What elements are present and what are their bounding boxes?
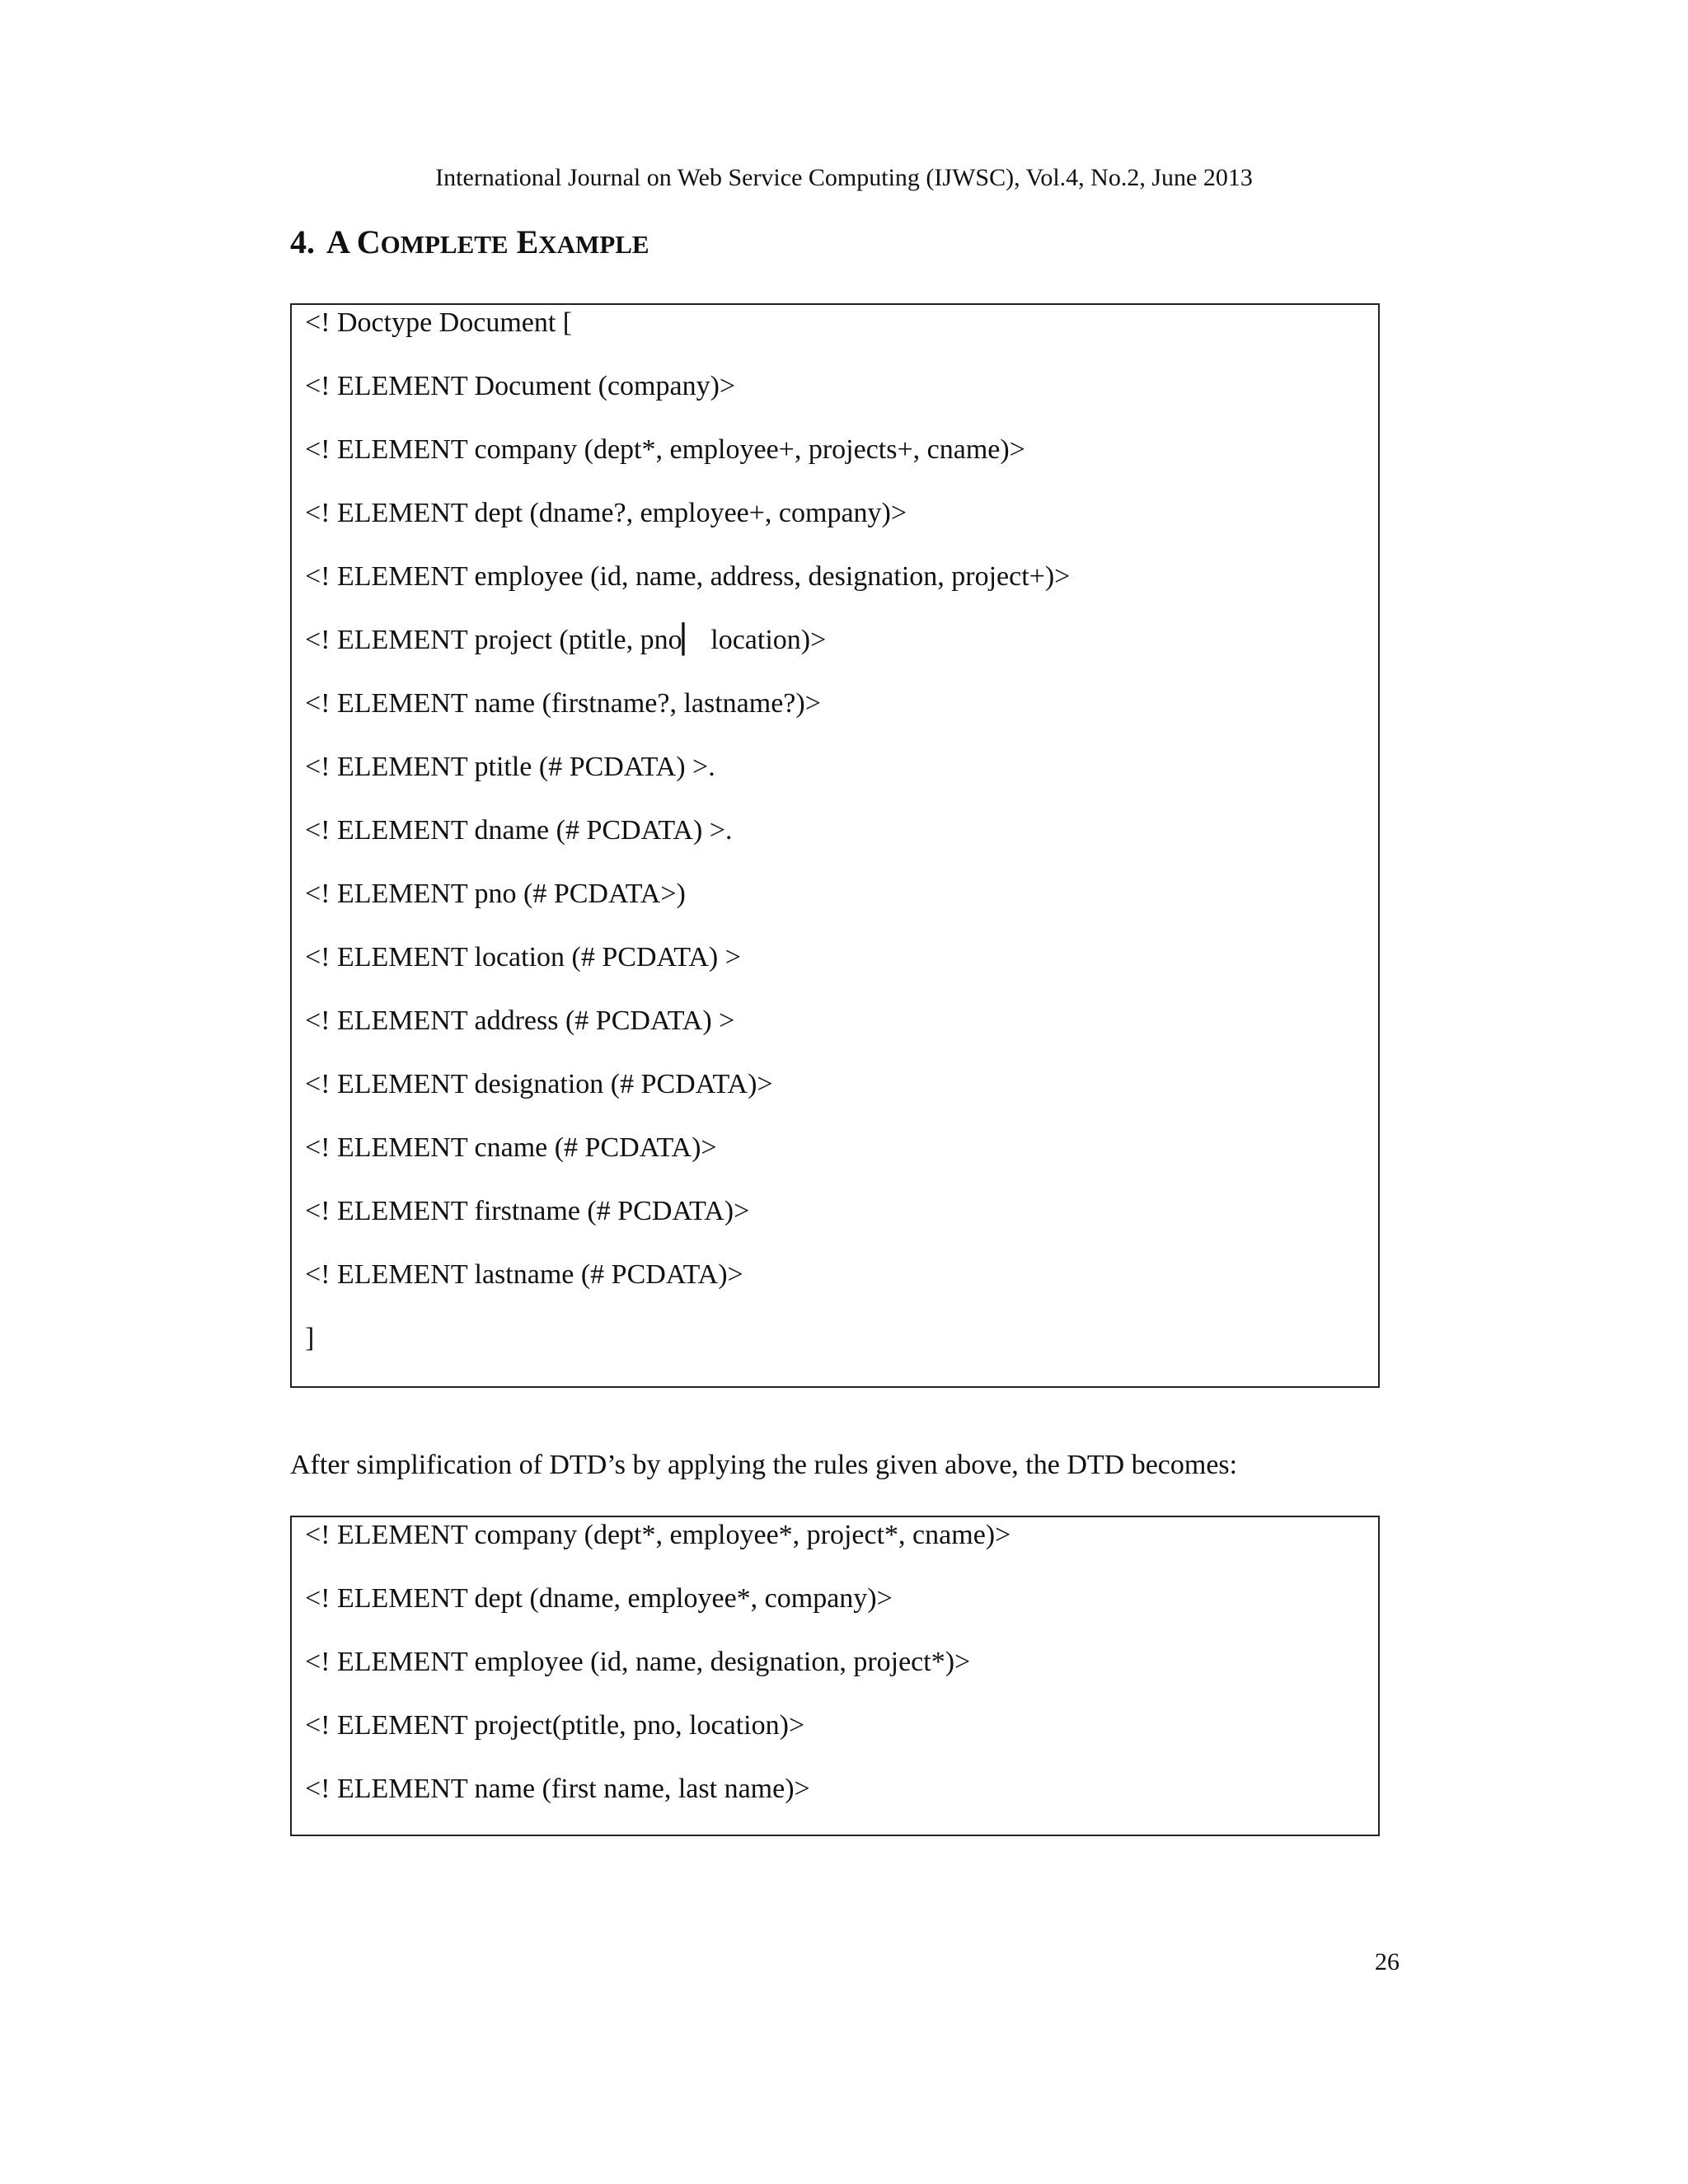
dtd-line: <! ELEMENT location (# PCDATA) >: [305, 942, 741, 972]
dtd-line: <! ELEMENT Document (company)>: [305, 371, 736, 401]
running-header: International Journal on Web Service Computing (IJWSC), Vol.4, No.2, June 2013: [435, 164, 1253, 191]
dtd-line: <! ELEMENT firstname (# PCDATA)>: [305, 1196, 750, 1226]
dtd-line: <! ELEMENT dept (dname, employee*, company)>: [305, 1583, 893, 1614]
dtd-line: <! ELEMENT company (dept*, employee+, projects+, cname)>: [305, 434, 1025, 465]
dtd-line: <! ELEMENT dname (# PCDATA) >.: [305, 815, 733, 846]
dtd-line: <! ELEMENT ptitle (# PCDATA) >.: [305, 752, 715, 782]
dtd-line: <! ELEMENT name (first name, last name)>: [305, 1774, 810, 1804]
section-title: A COMPLETE EXAMPLE: [326, 223, 649, 260]
dtd-line: <! ELEMENT employee (id, name, address, designation, project+)>: [305, 561, 1071, 592]
dtd-line: <! ELEMENT lastname (# PCDATA)>: [305, 1259, 743, 1290]
dtd-line: <! ELEMENT designation (# PCDATA)>: [305, 1069, 773, 1099]
dtd-line: ]: [305, 1323, 315, 1353]
dtd-line: <! ELEMENT dept (dname?, employee+, company)>: [305, 498, 907, 528]
page-number: 26: [1375, 1948, 1400, 1975]
dtd-line: <! Doctype Document [: [305, 307, 573, 338]
dtd-line: <! ELEMENT pno (# PCDATA>): [305, 879, 686, 909]
section-heading: [290, 223, 649, 265]
dtd-line: <! ELEMENT employee (id, name, designation, project*)>: [305, 1647, 971, 1677]
dtd-line: <! ELEMENT project (ptitle, pno▏ location)>: [305, 625, 827, 655]
dtd-line: <! ELEMENT company (dept*, employee*, project*, cname)>: [305, 1520, 1011, 1550]
dtd-full-box: [290, 303, 1380, 1388]
body-paragraph: After simplification of DTD’s by applying the rules given above, the DTD becomes:: [290, 1450, 1238, 1480]
dtd-line: <! ELEMENT address (# PCDATA) >: [305, 1005, 735, 1036]
dtd-line: <! ELEMENT name (firstname?, lastname?)>: [305, 688, 821, 719]
section-number: 4.: [290, 223, 315, 260]
dtd-simplified-box: [290, 1516, 1380, 1836]
dtd-line: <! ELEMENT project(ptitle, pno, location)>: [305, 1710, 805, 1741]
dtd-line: <! ELEMENT cname (# PCDATA)>: [305, 1132, 717, 1163]
